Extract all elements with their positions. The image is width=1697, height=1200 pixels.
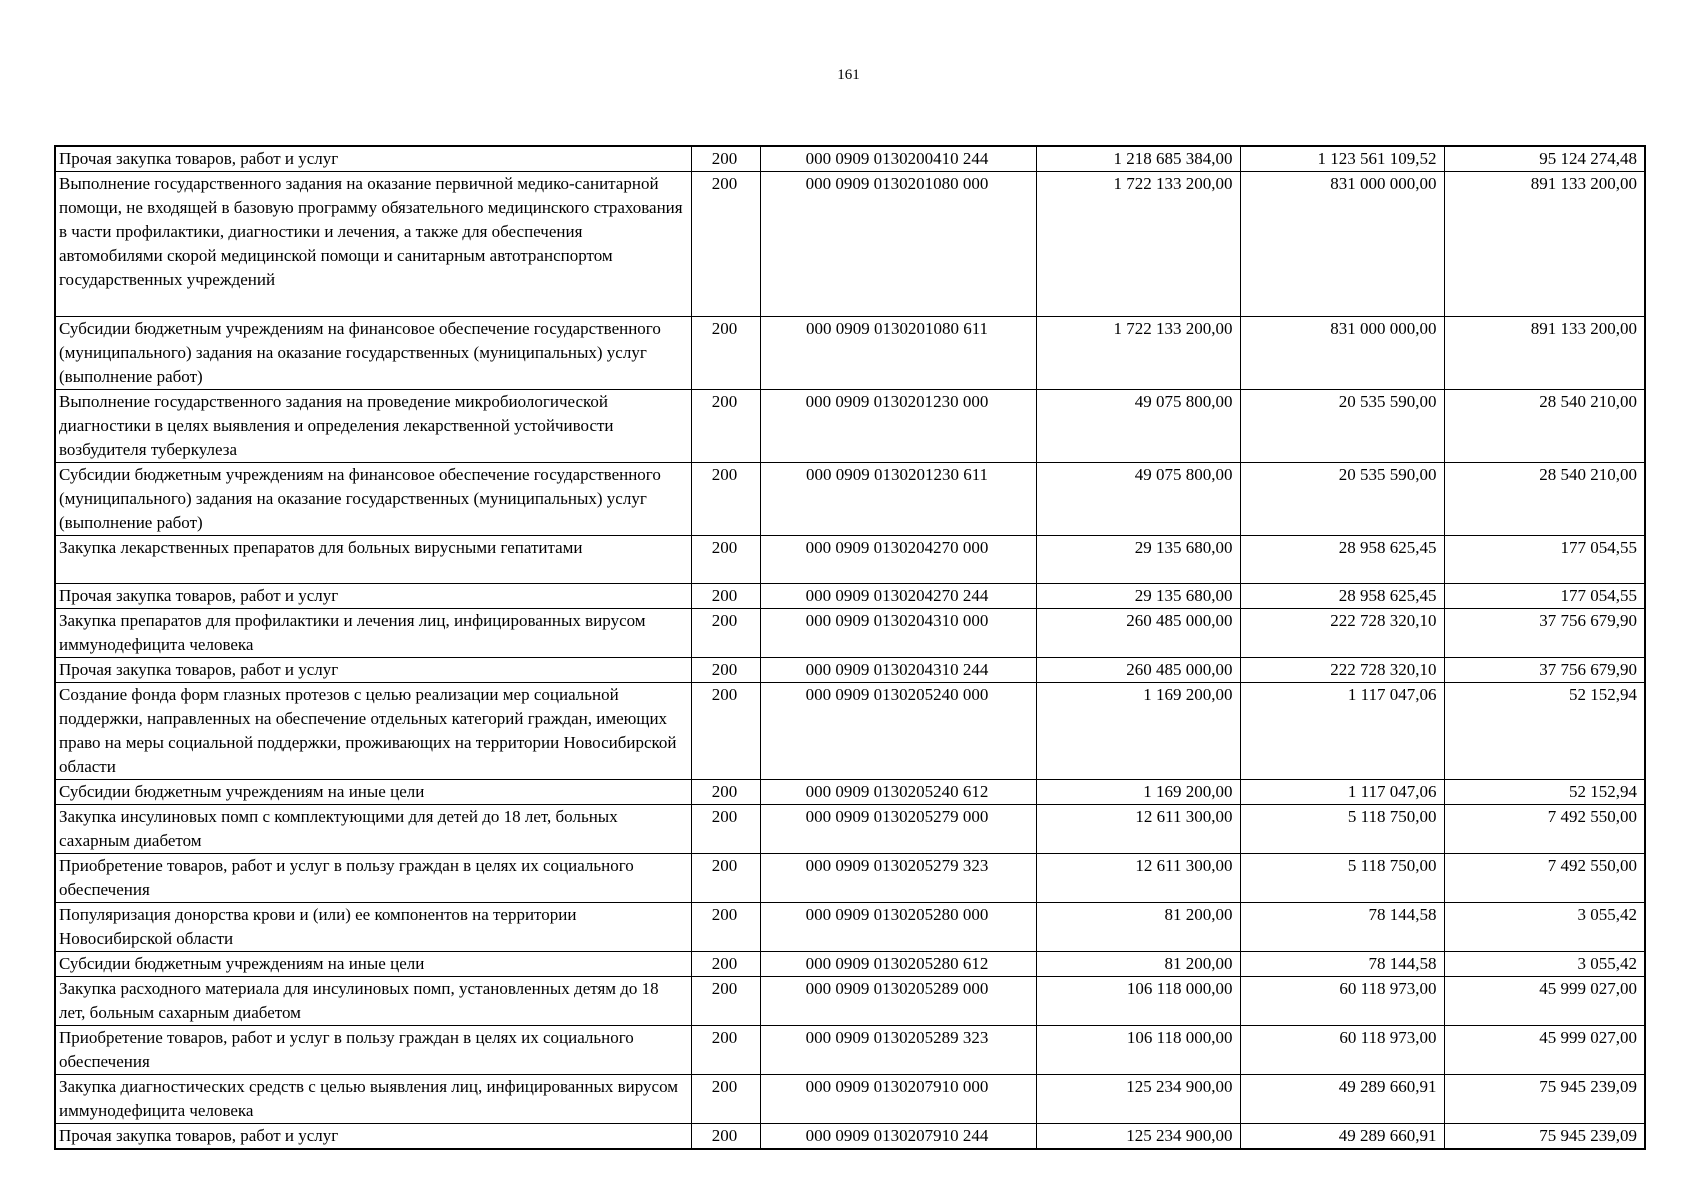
unexecuted-amount-cell: 95 124 274,48 xyxy=(1444,146,1645,172)
approved-amount-cell: 29 135 680,00 xyxy=(1036,536,1240,584)
executed-amount-cell: 28 958 625,45 xyxy=(1240,584,1444,609)
page-number: 161 xyxy=(837,67,860,83)
admin-code-cell: 200 xyxy=(691,536,760,584)
budget-classification-code-cell: 000 0909 0130205289 000 xyxy=(760,977,1036,1026)
budget-execution-table xyxy=(54,145,1646,1150)
budget-classification-code-cell: 000 0909 0130207910 000 xyxy=(760,1075,1036,1124)
admin-code-cell: 200 xyxy=(691,683,760,780)
budget-classification-code-cell: 000 0909 0130201230 000 xyxy=(760,390,1036,463)
executed-amount-cell: 1 117 047,06 xyxy=(1240,683,1444,780)
expense-name-cell: Субсидии бюджетным учреждениям на финансовое обеспечение государственного (муниципального) задания на оказание государственных (муниципальных) услуг (выполнение работ) xyxy=(55,463,691,536)
unexecuted-amount-cell: 52 152,94 xyxy=(1444,683,1645,780)
admin-code-cell: 200 xyxy=(691,977,760,1026)
unexecuted-amount-cell: 37 756 679,90 xyxy=(1444,658,1645,683)
unexecuted-amount-cell: 28 540 210,00 xyxy=(1444,463,1645,536)
approved-amount-cell: 12 611 300,00 xyxy=(1036,805,1240,854)
budget-classification-code-cell: 000 0909 0130204310 244 xyxy=(760,658,1036,683)
approved-amount-cell: 81 200,00 xyxy=(1036,952,1240,977)
budget-classification-code-cell: 000 0909 0130200410 244 xyxy=(760,146,1036,172)
executed-amount-cell: 20 535 590,00 xyxy=(1240,390,1444,463)
budget-classification-code-cell: 000 0909 0130204270 244 xyxy=(760,584,1036,609)
expense-name-cell: Популяризация донорства крови и (или) ее компонентов на территории Новосибирской области xyxy=(55,903,691,952)
budget-classification-code-cell: 000 0909 0130205289 323 xyxy=(760,1026,1036,1075)
executed-amount-cell: 28 958 625,45 xyxy=(1240,536,1444,584)
budget-classification-code-cell: 000 0909 0130201080 611 xyxy=(760,317,1036,390)
admin-code-cell: 200 xyxy=(691,1026,760,1075)
executed-amount-cell: 5 118 750,00 xyxy=(1240,854,1444,903)
unexecuted-amount-cell: 891 133 200,00 xyxy=(1444,172,1645,317)
admin-code-cell: 200 xyxy=(691,854,760,903)
table-row xyxy=(55,1026,1645,1075)
unexecuted-amount-cell: 45 999 027,00 xyxy=(1444,977,1645,1026)
admin-code-cell: 200 xyxy=(691,390,760,463)
unexecuted-amount-cell: 177 054,55 xyxy=(1444,536,1645,584)
admin-code-cell: 200 xyxy=(691,1124,760,1150)
admin-code-cell: 200 xyxy=(691,463,760,536)
budget-classification-code-cell: 000 0909 0130205280 000 xyxy=(760,903,1036,952)
expense-name-cell: Прочая закупка товаров, работ и услуг xyxy=(55,146,691,172)
expense-name-cell: Закупка препаратов для профилактики и лечения лиц, инфицированных вирусом иммунодефицита человека xyxy=(55,609,691,658)
table-row xyxy=(55,1124,1645,1150)
table-row xyxy=(55,536,1645,584)
admin-code-cell: 200 xyxy=(691,172,760,317)
expense-name-cell: Закупка инсулиновых помп с комплектующими для детей до 18 лет, больных сахарным диабетом xyxy=(55,805,691,854)
approved-amount-cell: 1 722 133 200,00 xyxy=(1036,172,1240,317)
budget-classification-code-cell: 000 0909 0130205280 612 xyxy=(760,952,1036,977)
table-row xyxy=(55,658,1645,683)
executed-amount-cell: 49 289 660,91 xyxy=(1240,1124,1444,1150)
expense-name-cell: Закупка расходного материала для инсулиновых помп, установленных детям до 18 лет, больным сахарным диабетом xyxy=(55,977,691,1026)
unexecuted-amount-cell: 52 152,94 xyxy=(1444,780,1645,805)
approved-amount-cell: 81 200,00 xyxy=(1036,903,1240,952)
table-row xyxy=(55,584,1645,609)
approved-amount-cell: 29 135 680,00 xyxy=(1036,584,1240,609)
executed-amount-cell: 49 289 660,91 xyxy=(1240,1075,1444,1124)
expense-name-cell: Выполнение государственного задания на проведение микробиологической диагностики в целях выявления и определения лекарственной устойчивости возбудителя туберкулеза xyxy=(55,390,691,463)
expense-name-cell: Субсидии бюджетным учреждениям на иные цели xyxy=(55,952,691,977)
expense-name-cell: Приобретение товаров, работ и услуг в пользу граждан в целях их социального обеспечения xyxy=(55,1026,691,1075)
budget-classification-code-cell: 000 0909 0130205279 323 xyxy=(760,854,1036,903)
approved-amount-cell: 12 611 300,00 xyxy=(1036,854,1240,903)
budget-classification-code-cell: 000 0909 0130207910 244 xyxy=(760,1124,1036,1150)
expense-name-cell: Создание фонда форм глазных протезов с целью реализации мер социальной поддержки, направленных на обеспечение отдельных категорий граждан, имеющих право на меры социальной поддержки, проживающих на территории Новосибирской области xyxy=(55,683,691,780)
executed-amount-cell: 1 117 047,06 xyxy=(1240,780,1444,805)
unexecuted-amount-cell: 3 055,42 xyxy=(1444,903,1645,952)
admin-code-cell: 200 xyxy=(691,903,760,952)
table-row xyxy=(55,317,1645,390)
executed-amount-cell: 222 728 320,10 xyxy=(1240,609,1444,658)
table-row xyxy=(55,146,1645,172)
budget-classification-code-cell: 000 0909 0130205279 000 xyxy=(760,805,1036,854)
unexecuted-amount-cell: 177 054,55 xyxy=(1444,584,1645,609)
unexecuted-amount-cell: 7 492 550,00 xyxy=(1444,805,1645,854)
executed-amount-cell: 60 118 973,00 xyxy=(1240,977,1444,1026)
budget-classification-code-cell: 000 0909 0130205240 000 xyxy=(760,683,1036,780)
admin-code-cell: 200 xyxy=(691,146,760,172)
expense-name-cell: Прочая закупка товаров, работ и услуг xyxy=(55,658,691,683)
admin-code-cell: 200 xyxy=(691,658,760,683)
unexecuted-amount-cell: 75 945 239,09 xyxy=(1444,1124,1645,1150)
approved-amount-cell: 1 218 685 384,00 xyxy=(1036,146,1240,172)
executed-amount-cell: 222 728 320,10 xyxy=(1240,658,1444,683)
table-row xyxy=(55,780,1645,805)
executed-amount-cell: 78 144,58 xyxy=(1240,952,1444,977)
admin-code-cell: 200 xyxy=(691,1075,760,1124)
table-row xyxy=(55,390,1645,463)
budget-classification-code-cell: 000 0909 0130205240 612 xyxy=(760,780,1036,805)
table-row xyxy=(55,609,1645,658)
approved-amount-cell: 106 118 000,00 xyxy=(1036,1026,1240,1075)
table-row xyxy=(55,977,1645,1026)
approved-amount-cell: 125 234 900,00 xyxy=(1036,1075,1240,1124)
executed-amount-cell: 831 000 000,00 xyxy=(1240,317,1444,390)
table-row xyxy=(55,683,1645,780)
executed-amount-cell: 20 535 590,00 xyxy=(1240,463,1444,536)
admin-code-cell: 200 xyxy=(691,317,760,390)
expense-name-cell: Прочая закупка товаров, работ и услуг xyxy=(55,1124,691,1150)
admin-code-cell: 200 xyxy=(691,952,760,977)
executed-amount-cell: 5 118 750,00 xyxy=(1240,805,1444,854)
table-row xyxy=(55,854,1645,903)
table-row xyxy=(55,952,1645,977)
budget-classification-code-cell: 000 0909 0130201230 611 xyxy=(760,463,1036,536)
unexecuted-amount-cell: 75 945 239,09 xyxy=(1444,1075,1645,1124)
executed-amount-cell: 831 000 000,00 xyxy=(1240,172,1444,317)
table-row xyxy=(55,1075,1645,1124)
table-row xyxy=(55,463,1645,536)
unexecuted-amount-cell: 891 133 200,00 xyxy=(1444,317,1645,390)
unexecuted-amount-cell: 45 999 027,00 xyxy=(1444,1026,1645,1075)
admin-code-cell: 200 xyxy=(691,609,760,658)
table-row xyxy=(55,805,1645,854)
unexecuted-amount-cell: 28 540 210,00 xyxy=(1444,390,1645,463)
expense-name-cell: Субсидии бюджетным учреждениям на финансовое обеспечение государственного (муниципального) задания на оказание государственных (муниципальных) услуг (выполнение работ) xyxy=(55,317,691,390)
approved-amount-cell: 260 485 000,00 xyxy=(1036,609,1240,658)
approved-amount-cell: 260 485 000,00 xyxy=(1036,658,1240,683)
unexecuted-amount-cell: 3 055,42 xyxy=(1444,952,1645,977)
executed-amount-cell: 78 144,58 xyxy=(1240,903,1444,952)
expense-name-cell: Закупка диагностических средств с целью выявления лиц, инфицированных вирусом иммунодефицита человека xyxy=(55,1075,691,1124)
budget-classification-code-cell: 000 0909 0130204310 000 xyxy=(760,609,1036,658)
admin-code-cell: 200 xyxy=(691,780,760,805)
budget-classification-code-cell: 000 0909 0130204270 000 xyxy=(760,536,1036,584)
expense-name-cell: Прочая закупка товаров, работ и услуг xyxy=(55,584,691,609)
approved-amount-cell: 49 075 800,00 xyxy=(1036,463,1240,536)
executed-amount-cell: 1 123 561 109,52 xyxy=(1240,146,1444,172)
approved-amount-cell: 106 118 000,00 xyxy=(1036,977,1240,1026)
expense-name-cell: Субсидии бюджетным учреждениям на иные цели xyxy=(55,780,691,805)
approved-amount-cell: 125 234 900,00 xyxy=(1036,1124,1240,1150)
unexecuted-amount-cell: 7 492 550,00 xyxy=(1444,854,1645,903)
executed-amount-cell: 60 118 973,00 xyxy=(1240,1026,1444,1075)
table-row xyxy=(55,903,1645,952)
expense-name-cell: Приобретение товаров, работ и услуг в пользу граждан в целях их социального обеспечения xyxy=(55,854,691,903)
approved-amount-cell: 49 075 800,00 xyxy=(1036,390,1240,463)
budget-classification-code-cell: 000 0909 0130201080 000 xyxy=(760,172,1036,317)
approved-amount-cell: 1 722 133 200,00 xyxy=(1036,317,1240,390)
expense-name-cell: Выполнение государственного задания на оказание первичной медико-санитарной помощи, не входящей в базовую программу обязательного медицинского страхования в части профилактики, диагностики и лечения, а также для обеспечения автомобилями скорой медицинской помощи и санитарным автотранспортом государственных учреждений xyxy=(55,172,691,317)
admin-code-cell: 200 xyxy=(691,805,760,854)
admin-code-cell: 200 xyxy=(691,584,760,609)
expense-name-cell: Закупка лекарственных препаратов для больных вирусными гепатитами xyxy=(55,536,691,584)
approved-amount-cell: 1 169 200,00 xyxy=(1036,683,1240,780)
table-body xyxy=(55,146,1645,1149)
approved-amount-cell: 1 169 200,00 xyxy=(1036,780,1240,805)
table-row xyxy=(55,172,1645,317)
unexecuted-amount-cell: 37 756 679,90 xyxy=(1444,609,1645,658)
